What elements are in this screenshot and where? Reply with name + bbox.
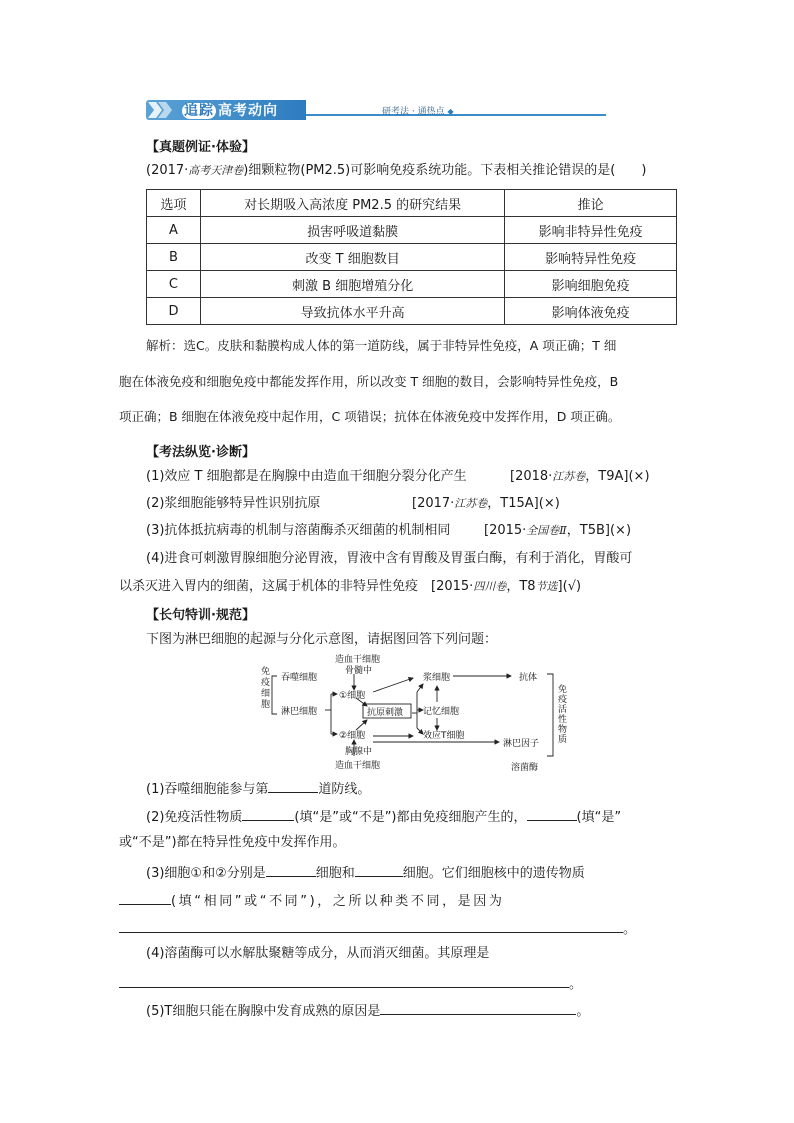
table-row: B 改变 T 细胞数目 影响特异性免疫 (147, 244, 677, 271)
diagram-cell-1: ①细胞 (339, 691, 366, 701)
section-heading-exam: 【真题例证·体验】 (146, 140, 255, 155)
question-3-line-1: (3)细胞①和②分别是 细胞和 细胞。它们细胞核中的遗传物质 (146, 862, 585, 883)
banner-subtitle: 研考法 · 通热点 ◆ (382, 107, 454, 117)
banner-underline (306, 114, 606, 116)
diagram-phagocyte: 吞噬细胞 (281, 673, 318, 683)
header-inference: 推论 (505, 190, 677, 217)
answer-blank[interactable] (266, 862, 316, 877)
section-banner (146, 100, 476, 122)
judgement-item-4-line-1: (4)进食可刺激胃腺细胞分泌胃液，胃液中含有胃酸及胃蛋白酶，有利于消化，胃酸可 (146, 551, 633, 566)
diagram-lysozyme: 溶菌酶 (511, 763, 539, 773)
diagram-thymus: 胸腺中 (345, 747, 373, 757)
question-3-line-3: 。 (119, 918, 636, 939)
answer-blank[interactable] (380, 1000, 576, 1015)
question-1: (1)吞噬细胞能参与第 道防线。 (146, 778, 370, 799)
table-header-row (147, 190, 677, 217)
diagram-top-source: 造血干细胞 (335, 655, 381, 665)
analysis-line-3: 项正确；B 细胞在体液免疫中起作用，C 项错误；抗体在体液免疫中发挥作用，D 项正确。 (119, 409, 621, 424)
lymphocyte-diagram (255, 652, 575, 774)
judgement-source: [2015·全国卷Ⅱ，T5B](×) (484, 523, 632, 538)
analysis-line-2: 胞在体液免疫和细胞免疫中都能发挥作用，所以改变 T 细胞的数目，会影响特异性免疫，B (119, 374, 619, 389)
judgement-source: [2018·江苏卷，T9A](×) (510, 469, 650, 484)
answer-blank[interactable] (527, 806, 577, 821)
diagram-antibody: 抗体 (519, 673, 538, 683)
question-5: (5)T细胞只能在胸腺中发育成熟的原因是 。 (146, 1000, 589, 1021)
diagram-label-active-substance: 免疫活性物质 (558, 685, 568, 745)
diagram-lymphokine: 淋巴因子 (503, 739, 540, 749)
diagram-memory-cell: 记忆细胞 (423, 707, 460, 717)
question-2-line-1: (2)免疫活性物质 (填“是”或“不是”)都由免疫细胞产生的， (填“是” (146, 806, 621, 827)
question-2-line-2: 或“不是”)都在特异性免疫中发挥作用。 (119, 835, 346, 850)
question-stem: (2017·高考天津卷)细颗粒物(PM2.5)可影响免疫系统功能。下表相关推论错误的是( ) (146, 163, 647, 178)
section-heading-diagnosis: 【考法纵览·诊断】 (146, 445, 255, 460)
answer-blank[interactable] (119, 918, 623, 933)
answer-blank[interactable] (268, 778, 318, 793)
answer-blank[interactable] (119, 973, 569, 988)
table-row: A 损害呼吸道黏膜 影响非特异性免疫 (147, 217, 677, 244)
diagram-bottom-source: 造血干细胞 (335, 761, 381, 771)
diagram-antigen: 抗原刺激 (367, 708, 404, 718)
question-4-line-2: 。 (119, 973, 582, 994)
answer-blank[interactable] (355, 862, 403, 877)
header-option: 选项 (147, 190, 201, 217)
diagram-label-immune-cell: 免疫细胞 (261, 667, 271, 710)
diamond-icon: ◆ (447, 107, 454, 116)
judgement-item: (1)效应 T 细胞都是在胸腺中由造血干细胞分裂分化产生 (146, 469, 467, 484)
diagram-cell-2: ②细胞 (339, 731, 366, 741)
judgement-item: (3)抗体抵抗病毒的机制与溶菌酶杀灭细菌的机制相同 (146, 523, 451, 538)
banner-title-highlight: 追踪 (184, 103, 214, 119)
diagram-plasma-cell: 浆细胞 (423, 673, 451, 683)
banner-title-text: 高考动向 (218, 103, 278, 119)
chevron-icon (148, 102, 178, 118)
section-heading-long-answer: 【长句特训·规范】 (146, 608, 255, 623)
answer-table (146, 189, 677, 325)
header-result: 对长期吸入高浓度 PM2.5 的研究结果 (200, 190, 504, 217)
judgement-item-4-line-2: 以杀灭进入胃内的细菌，这属于机体的非特异性免疫 [2015·四川卷，T8节选](√) (119, 579, 582, 594)
judgement-item: (2)浆细胞能够特异性识别抗原 (146, 496, 321, 511)
banner-title (182, 101, 278, 121)
diagram-effector-t: 效应T细胞 (423, 731, 465, 741)
question-3-line-2: (填“相同”或“不同”)，之所以种类不同，是因为 (119, 890, 504, 911)
diagram-bone-marrow: 骨髓中 (345, 666, 373, 676)
analysis-line-1: 解析：选C。皮肤和黏膜构成人体的第一道防线，属于非特异性免疫，A 项正确；T 细 (146, 338, 617, 353)
diagram-intro: 下图为淋巴细胞的起源与分化示意图，请据图回答下列问题： (146, 632, 498, 647)
judgement-source: [2017·江苏卷，T15A](×) (412, 496, 560, 511)
question-source: 高考天津卷 (188, 164, 244, 177)
answer-blank[interactable] (242, 806, 294, 821)
question-4-line-1: (4)溶菌酶可以水解肽聚糖等成分，从而消灭细菌。其原理是 (146, 946, 490, 961)
answer-blank[interactable] (119, 890, 171, 905)
table-row: C 刺激 B 细胞增殖分化 影响细胞免疫 (147, 271, 677, 298)
table-row: D 导致抗体水平升高 影响体液免疫 (147, 298, 677, 325)
diagram-lymphocyte: 淋巴细胞 (281, 707, 318, 717)
